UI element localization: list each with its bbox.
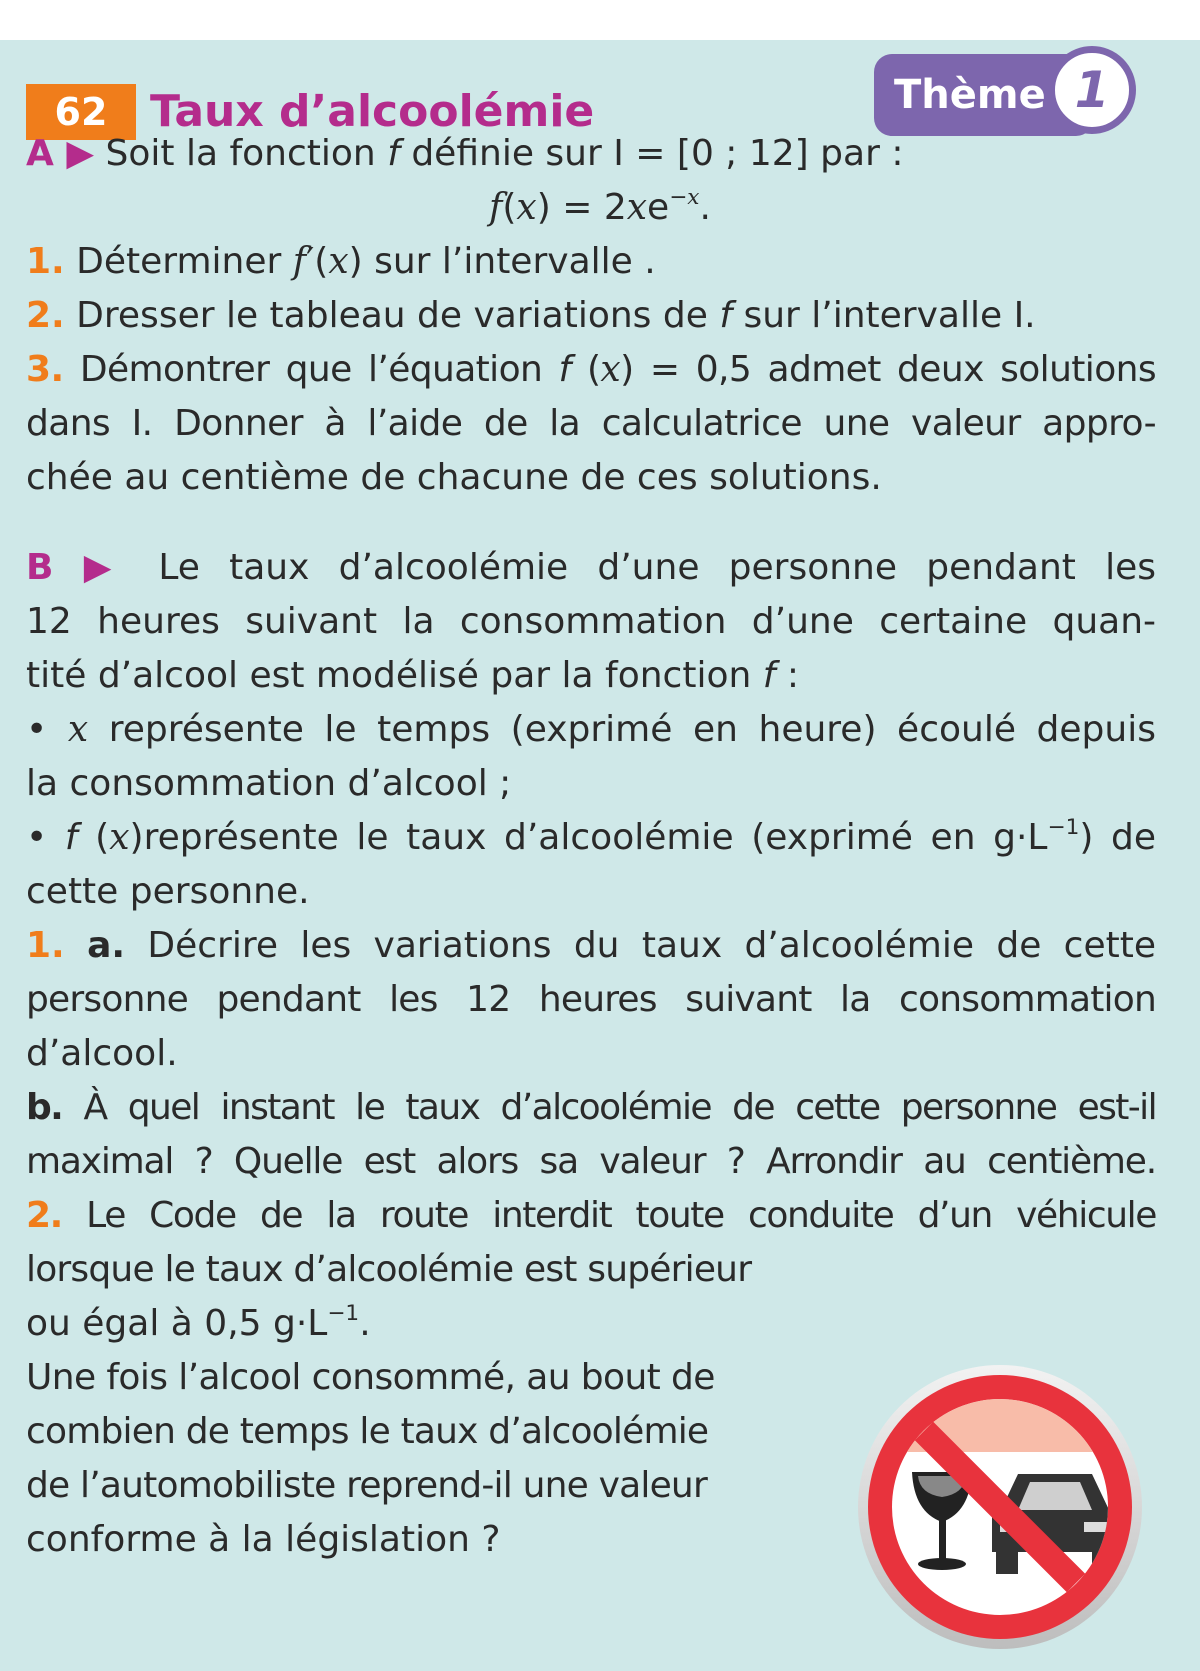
part-b-question-1a: d’alcool. <box>26 1033 178 1074</box>
part-b-question-1a: 1. a. Décrire les variations du taux d’alcoolémie de cette <box>26 925 1157 966</box>
part-a-formula: $f(x) = 2xe^{-x}$. <box>489 184 711 228</box>
part-a-question-3: 3. Démontrer que l’équation f (x) = 0,5 admet deux solutions <box>26 349 1157 390</box>
part-b-question-2: conforme à la législation ? <box>26 1519 501 1560</box>
part-b-question-2: lorsque le taux d’alcoolémie est supérieur <box>26 1249 752 1290</box>
part-b-question-2: de l’automobiliste reprend-il une valeur <box>26 1465 707 1506</box>
exercise-title: Taux d’alcoolémie <box>150 86 595 137</box>
part-b-question-1b: b. À quel instant le taux d’alcoolémie de cette personne est-il <box>26 1087 1156 1128</box>
part-b-question-1a: personne pendant les 12 heures suivant la consommation <box>26 979 1156 1020</box>
part-a-question-3: chée au centième de chacune de ces solutions. <box>26 457 882 498</box>
no-drink-driving-sign-icon <box>840 1362 1160 1652</box>
part-b-intro: tité d’alcool est modélisé par la fonction f : <box>26 655 800 696</box>
question-number: 3. <box>26 349 64 390</box>
part-b-question-1b: maximal ? Quelle est alors sa valeur ? Arrondir au centième. <box>26 1141 1156 1182</box>
part-b-bullet-2: cette personne. <box>26 871 310 912</box>
question-number: 2. <box>26 1195 62 1236</box>
question-number: 1. <box>26 925 65 966</box>
theme-label: Thème <box>894 72 1046 118</box>
subquestion-label: b. <box>26 1087 63 1128</box>
part-b-label: B ▶ <box>26 547 130 588</box>
part-a-question-3: dans I. Donner à l’aide de la calculatrice une valeur appro- <box>26 403 1156 444</box>
part-a-question-1: 1. Déterminer f′(x) sur l’intervalle . <box>26 241 656 282</box>
part-b-question-2: ou égal à 0,5 $g\cdot L^{-1}$. <box>26 1300 371 1344</box>
question-number: 1. <box>26 241 65 282</box>
part-a-label: A ▶ <box>26 133 95 174</box>
part-b-question-2: 2. Le Code de la route interdit toute conduite d’un véhicule <box>26 1195 1156 1236</box>
part-b-question-2: combien de temps le taux d’alcoolémie <box>26 1411 709 1452</box>
exercise-number-badge: 62 <box>26 84 136 140</box>
part-b-intro: B ▶ Le taux d’alcoolémie d’une personne pendant les <box>26 547 1156 588</box>
question-number: 2. <box>26 295 65 336</box>
part-b-bullet-1: la consommation d’alcool ; <box>26 763 512 804</box>
part-a-intro: A ▶ Soit la fonction f définie sur I = [0 ; 12] par : <box>26 133 904 174</box>
part-b-bullet-2: • f (x)représente le taux d’alcoolémie (exprimé en $g\cdot L^{-1}$) de <box>26 814 1156 858</box>
subquestion-label: a. <box>87 925 126 966</box>
part-b-bullet-1: • x représente le temps (exprimé en heure) écoulé depuis <box>26 709 1156 750</box>
theme-number-circle <box>1048 46 1136 134</box>
part-b-question-2: Une fois l’alcool consommé, au bout de <box>26 1357 715 1398</box>
part-b-intro: 12 heures suivant la consommation d’une certaine quan- <box>26 601 1156 642</box>
theme-number: 1 <box>1074 61 1110 119</box>
part-a-question-2: 2. Dresser le tableau de variations de f sur l’intervalle I. <box>26 295 1036 336</box>
